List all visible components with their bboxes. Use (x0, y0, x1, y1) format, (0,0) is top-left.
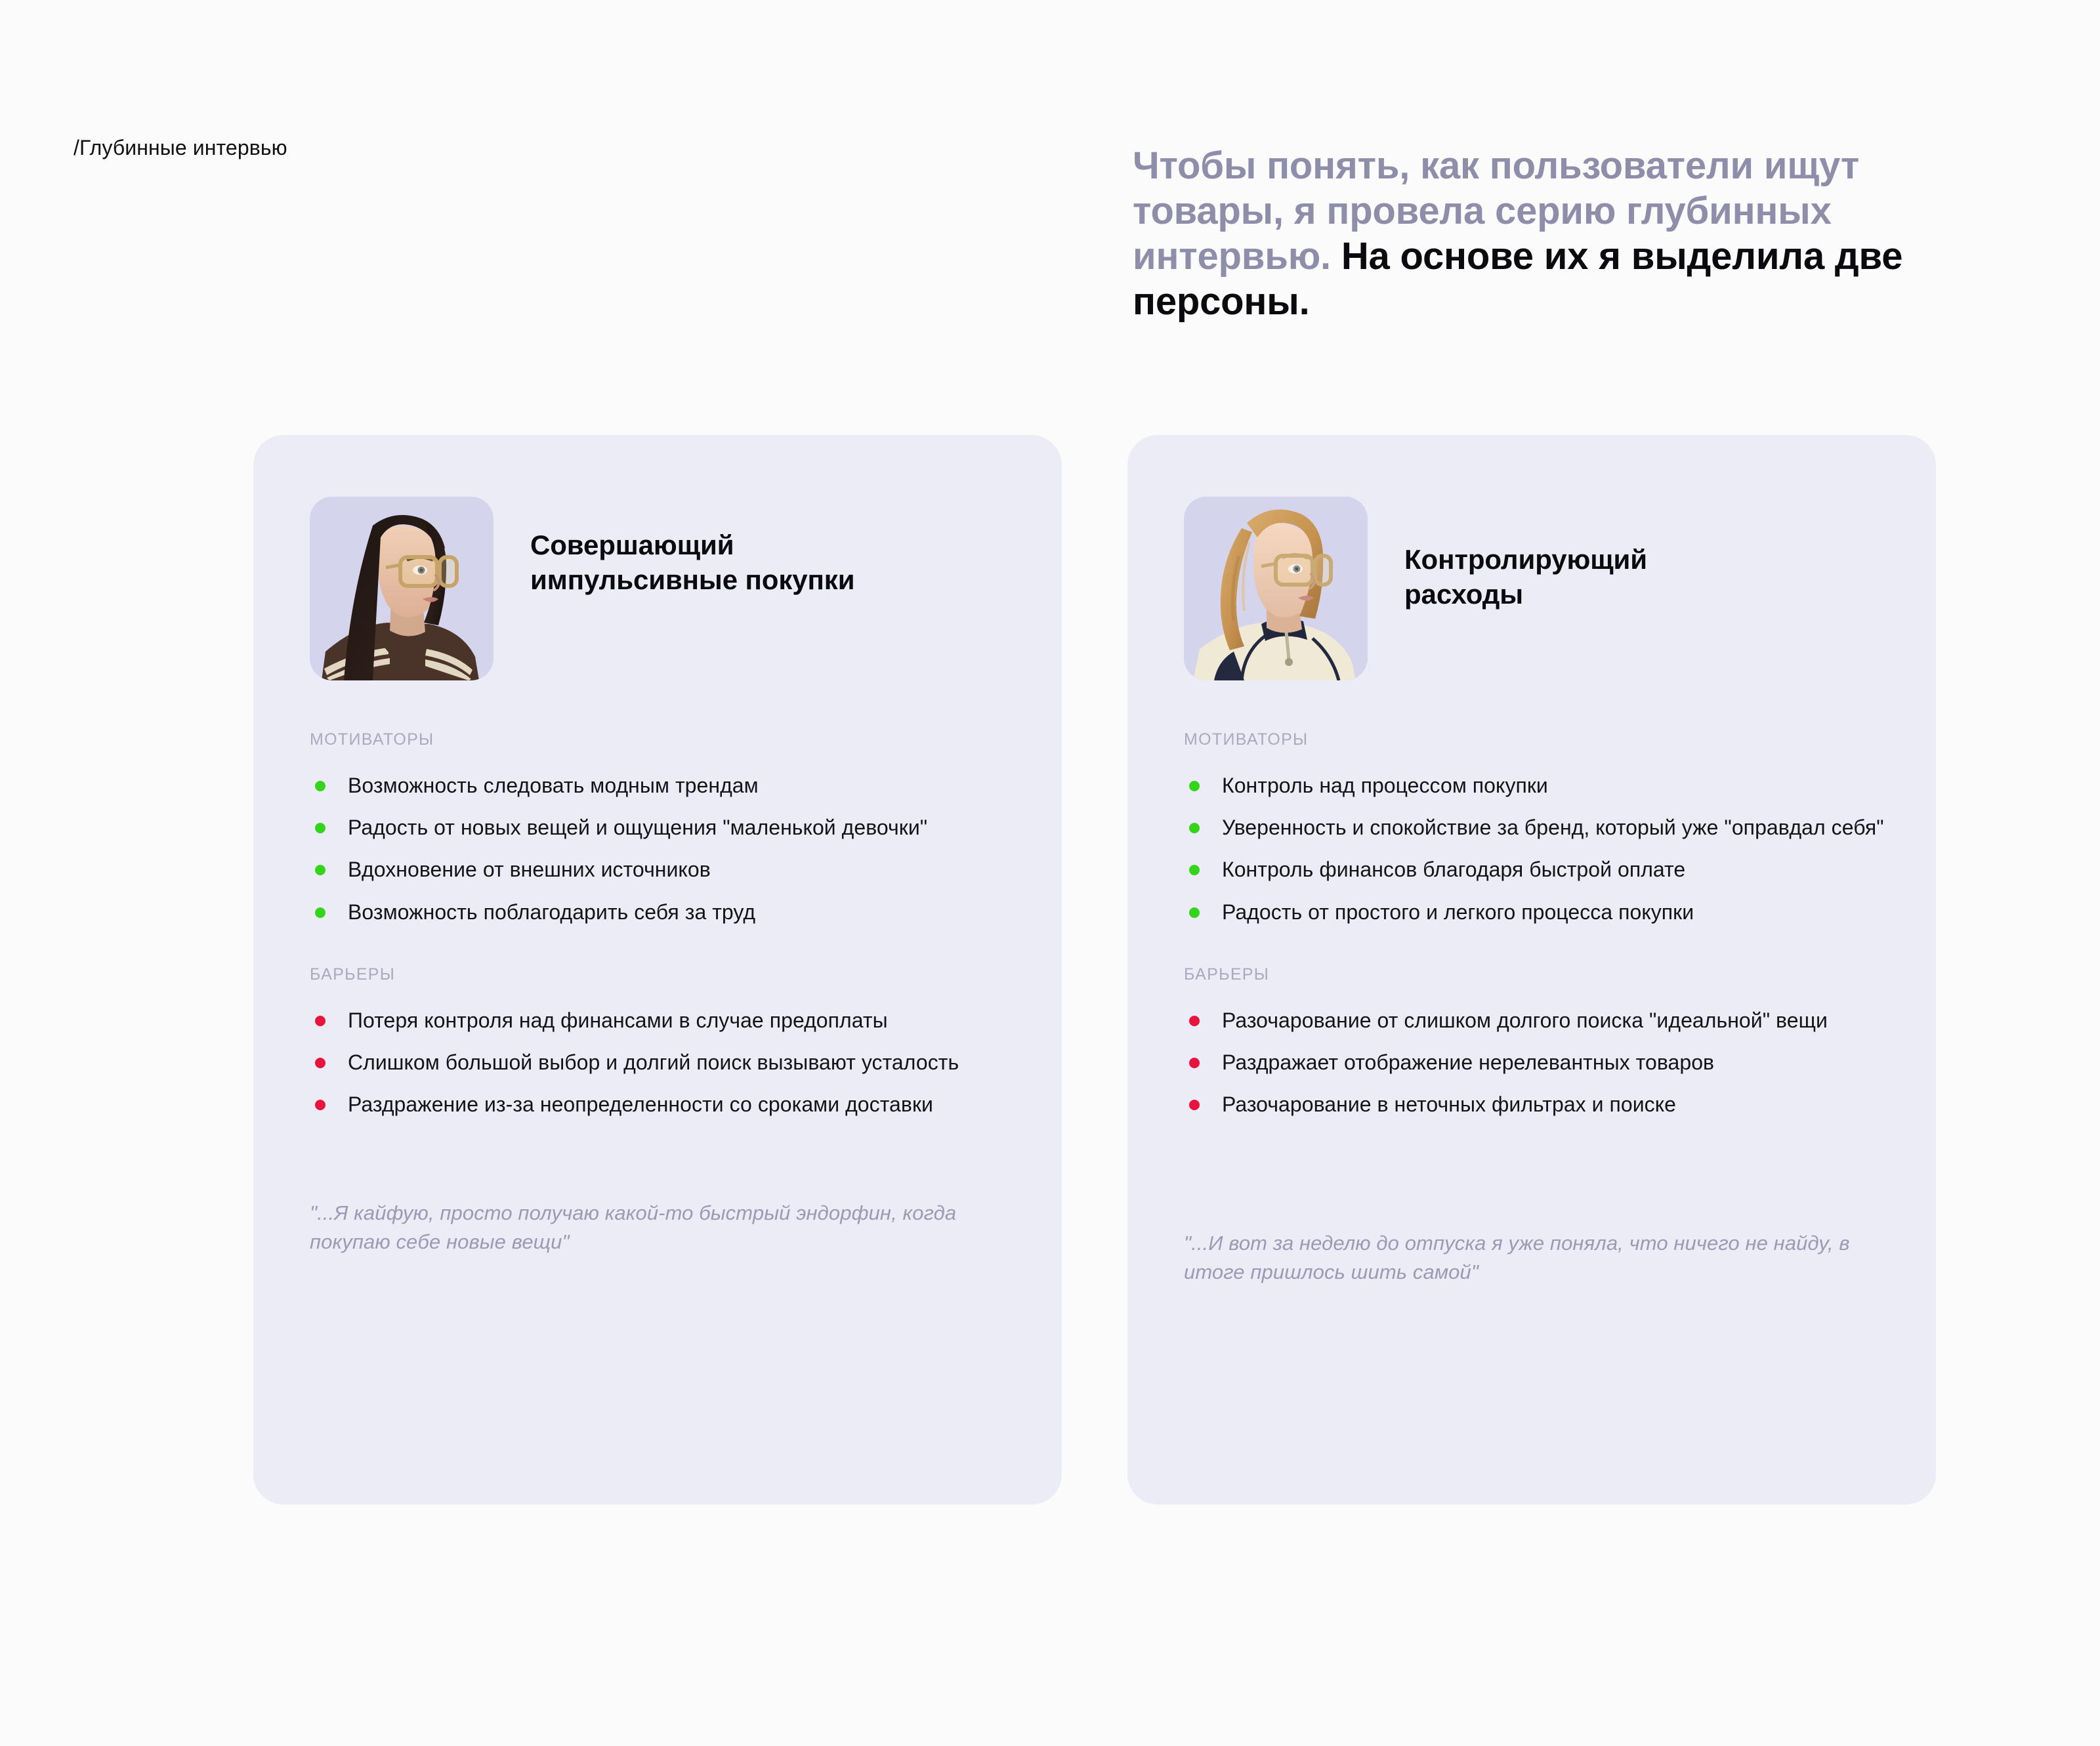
list-item-text: Радость от простого и легкого процесса покупки (1222, 900, 1694, 924)
motivator-bullet-icon (1189, 865, 1200, 875)
list-item-text: Уверенность и спокойствие за бренд, который уже "оправдал себя" (1222, 816, 1884, 840)
list-item-text: Вдохновение от внешних источников (348, 858, 711, 882)
motivator-bullet-icon (1189, 781, 1200, 791)
motivator-bullet-icon (1189, 907, 1200, 918)
list-item (1184, 898, 1890, 926)
barrier-bullet-icon (1189, 1016, 1200, 1026)
motivators-section-budget-controller (1127, 730, 1936, 926)
persona-quote-budget-controller: "...И вот за неделю до отпуска я уже поняла, что ничего не найду, в итоге пришлось шить самой" (1184, 1231, 1850, 1283)
barrier-bullet-icon (315, 1100, 326, 1110)
list-item-text: Разочарование от слишком долгого поиска "идеальной" вещи (1222, 1008, 1828, 1032)
barriers-label: БАРЬЕРЫ (310, 965, 396, 984)
persona-card-budget-controller (1127, 435, 1936, 1505)
motivator-bullet-icon (315, 907, 326, 918)
list-item (310, 856, 1016, 883)
list-item-text: Раздражение из-за неопределенности со сроками доставки (348, 1092, 933, 1117)
motivators-label: МОТИВАТОРЫ (1184, 730, 1309, 749)
barriers-section-budget-controller (1127, 965, 1936, 1119)
barriers-list-budget-controller (1184, 1007, 1890, 1119)
list-item (310, 772, 1016, 799)
barriers-label: БАРЬЕРЫ (1184, 965, 1270, 984)
list-item-text: Контроль финансов благодаря быстрой оплате (1222, 858, 1686, 882)
list-item (310, 1049, 1016, 1076)
barrier-bullet-icon (1189, 1058, 1200, 1068)
motivators-label: МОТИВАТОРЫ (310, 730, 434, 749)
motivators-list-impulse-buyer (310, 772, 1016, 926)
motivators-list-budget-controller (1184, 772, 1890, 926)
list-item (1184, 814, 1890, 841)
page-lede (1133, 143, 2012, 324)
list-item (310, 814, 1016, 841)
list-item-text: Контроль над процессом покупки (1222, 774, 1548, 797)
barrier-bullet-icon (315, 1058, 326, 1068)
persona-avatar-budget-controller (1184, 497, 1368, 680)
list-item (1184, 1007, 1890, 1034)
lede-strong-text: На основе их я выделила две персоны. (1133, 235, 1903, 323)
list-item (1184, 856, 1890, 883)
lede-muted-text: Чтобы понять, как пользователи ищут товары, я провела серию глубинных интервью. (1133, 144, 1860, 278)
persona-quote-impulse-buyer: "...Я кайфую, просто получаю какой-то быстрый эндорфин, когда покупаю себе новые вещи" (310, 1201, 957, 1253)
barrier-bullet-icon (315, 1016, 326, 1026)
motivators-section-impulse-buyer (253, 730, 1062, 926)
list-item-text: Потеря контроля над финансами в случае предоплаты (348, 1008, 888, 1032)
motivator-bullet-icon (315, 823, 326, 833)
persona-header (1127, 435, 1936, 680)
persona-card-impulse-buyer (253, 435, 1062, 1505)
motivator-bullet-icon (1189, 823, 1200, 833)
barriers-section-impulse-buyer (253, 965, 1062, 1119)
list-item-text: Возможность следовать модным трендам (348, 774, 759, 797)
list-item (310, 898, 1016, 926)
list-item-text: Слишком большой выбор и долгий поиск вызывают усталость (348, 1050, 959, 1075)
persona-title-budget-controller: Контролирующий расходы (1404, 544, 1647, 610)
list-item (1184, 1049, 1890, 1076)
barriers-list-impulse-buyer (310, 1007, 1016, 1119)
list-item (310, 1007, 1016, 1034)
list-item (1184, 772, 1890, 799)
persona-cards-container (0, 435, 2100, 1511)
persona-avatar-impulse-buyer (310, 497, 494, 680)
section-eyebrow: /Глубинные интервью (74, 136, 287, 159)
motivator-bullet-icon (315, 781, 326, 791)
list-item-text: Радость от новых вещей и ощущения "маленькой девочки" (348, 816, 928, 840)
list-item (310, 1091, 1016, 1118)
persona-title-impulse-buyer: Совершающий импульсивные покупки (530, 530, 855, 595)
list-item-text: Раздражает отображение нерелевантных товаров (1222, 1050, 1715, 1075)
list-item-text: Возможность поблагодарить себя за труд (348, 900, 756, 924)
motivator-bullet-icon (315, 865, 326, 875)
list-item-text: Разочарование в неточных фильтрах и поиске (1222, 1092, 1676, 1117)
list-item (1184, 1091, 1890, 1118)
persona-header (253, 435, 1062, 680)
barrier-bullet-icon (1189, 1100, 1200, 1110)
